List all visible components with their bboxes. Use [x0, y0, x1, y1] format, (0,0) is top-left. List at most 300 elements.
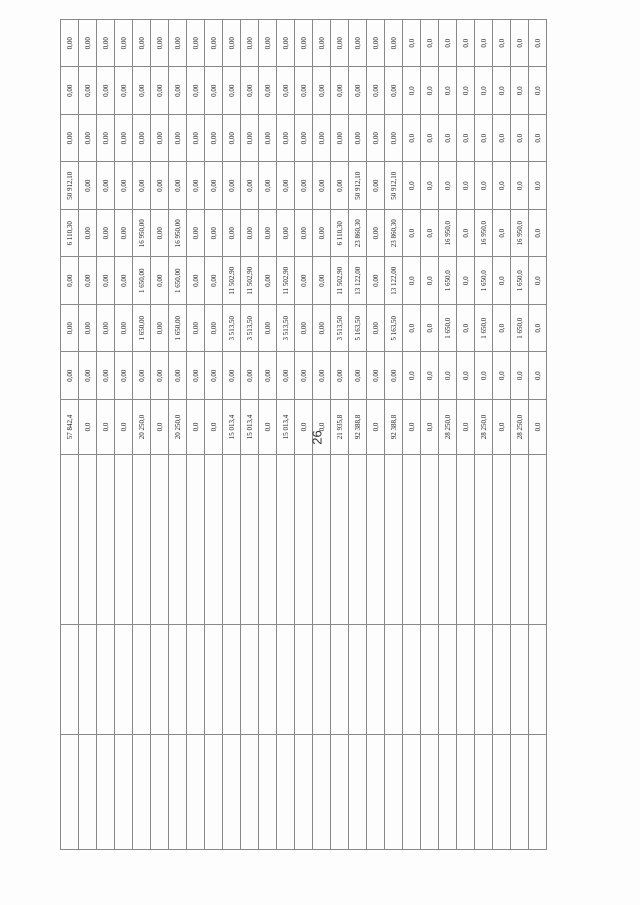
value-cell: 0,00 — [295, 162, 313, 210]
value-cell: 0,00 — [277, 210, 295, 258]
value-cell: 0,00 — [277, 20, 295, 68]
value-cell: 0,00 — [97, 115, 115, 163]
value-cell: 0,00 — [79, 115, 97, 163]
value-cell: 0,0 — [529, 162, 547, 210]
value-cell: 0,00 — [241, 352, 259, 400]
value-cell: 0,00 — [385, 20, 403, 68]
value-cell: 0,00 — [169, 162, 187, 210]
table-row — [115, 20, 133, 850]
value-cell: 0,00 — [115, 210, 133, 258]
value-cell: 0,00 — [151, 257, 169, 305]
row-label-c2 — [457, 455, 475, 625]
row-label-c0 — [169, 735, 187, 850]
row-label-c1 — [511, 625, 529, 735]
value-cell: 0,00 — [295, 352, 313, 400]
row-label-c1 — [457, 625, 475, 735]
row-label-c0 — [439, 735, 457, 850]
value-cell: 0,0 — [403, 400, 421, 455]
row-label-c0 — [259, 735, 277, 850]
value-cell: 57 842,4 — [61, 400, 79, 455]
value-cell: 0,0 — [529, 305, 547, 353]
value-cell: 0,0 — [511, 67, 529, 115]
table-row — [259, 20, 277, 850]
value-cell: 0,00 — [295, 67, 313, 115]
value-cell: 1 650,0 — [439, 257, 457, 305]
value-cell: 1 650,0 — [475, 305, 493, 353]
value-cell: 11 502,90 — [223, 257, 241, 305]
table-row — [61, 20, 79, 850]
value-cell: 0,0 — [475, 352, 493, 400]
row-label-c1 — [151, 625, 169, 735]
value-cell: 0,0 — [313, 400, 331, 455]
value-cell: 0,00 — [97, 20, 115, 68]
value-cell: 0,00 — [385, 67, 403, 115]
value-cell: 0,00 — [61, 20, 79, 68]
value-cell: 0,00 — [115, 352, 133, 400]
value-cell: 3 513,50 — [223, 305, 241, 353]
table-body — [61, 20, 547, 850]
value-cell: 0,0 — [403, 67, 421, 115]
value-cell: 0,00 — [313, 305, 331, 353]
table-row — [169, 20, 187, 850]
row-label-c1 — [115, 625, 133, 735]
value-cell: 0,00 — [133, 20, 151, 68]
budget-table — [60, 19, 547, 850]
value-cell: 0,0 — [439, 115, 457, 163]
value-cell: 50 912,10 — [61, 162, 79, 210]
row-label-c2 — [151, 455, 169, 625]
value-cell: 0,00 — [331, 162, 349, 210]
row-label-c2 — [79, 455, 97, 625]
row-label-c0 — [385, 735, 403, 850]
value-cell: 0,00 — [187, 210, 205, 258]
value-cell: 0,00 — [259, 115, 277, 163]
row-label-c2 — [133, 455, 151, 625]
row-label-c0 — [133, 735, 151, 850]
value-cell: 0,0 — [421, 115, 439, 163]
row-label-c0 — [331, 735, 349, 850]
value-cell: 0,00 — [79, 257, 97, 305]
value-cell: 0,00 — [187, 162, 205, 210]
value-cell: 0,00 — [295, 210, 313, 258]
value-cell: 0,00 — [169, 352, 187, 400]
row-label-c0 — [403, 735, 421, 850]
table-row — [79, 20, 97, 850]
value-cell: 0,00 — [151, 305, 169, 353]
value-cell: 0,00 — [241, 115, 259, 163]
table-row — [223, 20, 241, 850]
value-cell: 1 650,00 — [133, 257, 151, 305]
value-cell: 0,00 — [187, 352, 205, 400]
value-cell: 1 650,0 — [475, 257, 493, 305]
row-label-c0 — [61, 735, 79, 850]
value-cell: 0,00 — [385, 115, 403, 163]
value-cell: 0,00 — [205, 20, 223, 68]
value-cell: 0,00 — [97, 305, 115, 353]
row-label-c1 — [241, 625, 259, 735]
row-label-c1 — [331, 625, 349, 735]
value-cell: 0,00 — [115, 20, 133, 68]
row-label-c0 — [97, 735, 115, 850]
row-label-c0 — [529, 735, 547, 850]
value-cell: 0,0 — [475, 20, 493, 68]
value-cell: 0,00 — [133, 67, 151, 115]
value-cell: 0,00 — [169, 20, 187, 68]
value-cell: 0,0 — [457, 400, 475, 455]
value-cell: 0,00 — [205, 162, 223, 210]
row-label-c1 — [403, 625, 421, 735]
table-row — [187, 20, 205, 850]
value-cell: 0,00 — [115, 305, 133, 353]
value-cell: 0,00 — [79, 67, 97, 115]
value-cell: 5 163,50 — [349, 305, 367, 353]
value-cell: 0,0 — [457, 67, 475, 115]
value-cell: 0,0 — [421, 67, 439, 115]
value-cell: 0,0 — [403, 257, 421, 305]
value-cell: 0,00 — [277, 115, 295, 163]
value-cell: 0,00 — [97, 67, 115, 115]
value-cell: 0,00 — [331, 352, 349, 400]
value-cell: 0,00 — [367, 352, 385, 400]
value-cell: 0,0 — [457, 305, 475, 353]
value-cell: 0,0 — [493, 67, 511, 115]
row-label-c2 — [493, 455, 511, 625]
row-label-c2 — [439, 455, 457, 625]
table-row — [457, 20, 475, 850]
value-cell: 0,00 — [331, 20, 349, 68]
value-cell: 0,0 — [421, 400, 439, 455]
value-cell: 0,00 — [367, 67, 385, 115]
value-cell: 0,00 — [151, 67, 169, 115]
value-cell: 50 912,10 — [349, 162, 367, 210]
value-cell: 0,0 — [421, 305, 439, 353]
value-cell: 0,00 — [205, 352, 223, 400]
row-label-c2 — [385, 455, 403, 625]
row-label-c1 — [295, 625, 313, 735]
value-cell: 0,00 — [241, 162, 259, 210]
row-label-c0 — [277, 735, 295, 850]
page-number: 26 — [309, 430, 325, 445]
row-label-c2 — [403, 455, 421, 625]
value-cell: 0,0 — [403, 352, 421, 400]
row-label-c0 — [457, 735, 475, 850]
value-cell: 13 122,00 — [385, 257, 403, 305]
value-cell: 0,00 — [277, 67, 295, 115]
value-cell: 28 250,0 — [511, 400, 529, 455]
value-cell: 0,0 — [529, 20, 547, 68]
row-label-c1 — [79, 625, 97, 735]
value-cell: 0,00 — [259, 210, 277, 258]
value-cell: 0,0 — [475, 67, 493, 115]
value-cell: 0,00 — [259, 67, 277, 115]
value-cell: 0,00 — [79, 20, 97, 68]
value-cell: 0,00 — [295, 115, 313, 163]
value-cell: 6 110,30 — [331, 210, 349, 258]
value-cell: 0,00 — [115, 257, 133, 305]
value-cell: 0,0 — [403, 162, 421, 210]
value-cell: 0,0 — [367, 400, 385, 455]
table-row — [529, 20, 547, 850]
row-label-c0 — [313, 735, 331, 850]
value-cell: 92 388,8 — [385, 400, 403, 455]
value-cell: 21 935,8 — [331, 400, 349, 455]
value-cell: 0,00 — [313, 210, 331, 258]
value-cell: 0,0 — [511, 352, 529, 400]
value-cell: 0,0 — [115, 400, 133, 455]
row-label-c1 — [187, 625, 205, 735]
value-cell: 0,00 — [223, 20, 241, 68]
row-label-c0 — [241, 735, 259, 850]
value-cell: 0,00 — [223, 210, 241, 258]
value-cell: 0,0 — [529, 257, 547, 305]
row-label-c2 — [475, 455, 493, 625]
value-cell: 0,0 — [421, 162, 439, 210]
value-cell: 0,00 — [151, 210, 169, 258]
value-cell: 0,00 — [97, 210, 115, 258]
value-cell: 20 250,0 — [169, 400, 187, 455]
table-row — [97, 20, 115, 850]
row-label-c1 — [97, 625, 115, 735]
value-cell: 16 950,00 — [169, 210, 187, 258]
value-cell: 11 502,90 — [331, 257, 349, 305]
row-label-c1 — [133, 625, 151, 735]
row-label-c1 — [367, 625, 385, 735]
row-label-c1 — [61, 625, 79, 735]
row-label-c2 — [97, 455, 115, 625]
value-cell: 0,0 — [493, 210, 511, 258]
value-cell: 0,0 — [475, 115, 493, 163]
value-cell: 92 388,8 — [349, 400, 367, 455]
row-label-c1 — [385, 625, 403, 735]
value-cell: 0,00 — [205, 210, 223, 258]
row-label-c0 — [295, 735, 313, 850]
value-cell: 0,0 — [457, 352, 475, 400]
value-cell: 0,0 — [259, 400, 277, 455]
value-cell: 0,0 — [511, 115, 529, 163]
value-cell: 0,00 — [115, 162, 133, 210]
row-label-c1 — [277, 625, 295, 735]
row-label-c1 — [223, 625, 241, 735]
row-label-c1 — [313, 625, 331, 735]
value-cell: 20 250,0 — [133, 400, 151, 455]
value-cell: 0,00 — [313, 162, 331, 210]
value-cell: 0,00 — [349, 67, 367, 115]
row-label-c0 — [115, 735, 133, 850]
value-cell: 0,00 — [169, 67, 187, 115]
value-cell: 0,00 — [241, 210, 259, 258]
value-cell: 0,00 — [151, 20, 169, 68]
value-cell: 0,00 — [367, 20, 385, 68]
value-cell: 0,0 — [511, 162, 529, 210]
value-cell: 0,00 — [151, 115, 169, 163]
value-cell: 0,00 — [97, 257, 115, 305]
value-cell: 0,00 — [223, 352, 241, 400]
value-cell: 11 502,90 — [277, 257, 295, 305]
value-cell: 3 513,50 — [277, 305, 295, 353]
value-cell: 0,0 — [97, 400, 115, 455]
value-cell: 0,00 — [115, 115, 133, 163]
row-label-c1 — [421, 625, 439, 735]
value-cell: 0,00 — [79, 162, 97, 210]
value-cell: 0,00 — [133, 115, 151, 163]
value-cell: 0,0 — [457, 162, 475, 210]
table-row — [367, 20, 385, 850]
value-cell: 0,00 — [313, 257, 331, 305]
value-cell: 0,0 — [403, 115, 421, 163]
value-cell: 0,00 — [187, 305, 205, 353]
value-cell: 0,0 — [529, 352, 547, 400]
row-label-c2 — [277, 455, 295, 625]
value-cell: 0,00 — [367, 210, 385, 258]
value-cell: 0,0 — [439, 67, 457, 115]
table-row — [475, 20, 493, 850]
value-cell: 0,00 — [61, 352, 79, 400]
row-label-c0 — [511, 735, 529, 850]
value-cell: 0,00 — [259, 162, 277, 210]
value-cell: 0,00 — [205, 305, 223, 353]
value-cell: 0,00 — [79, 352, 97, 400]
value-cell: 0,00 — [205, 115, 223, 163]
row-label-c0 — [223, 735, 241, 850]
table-row — [277, 20, 295, 850]
value-cell: 16 950,0 — [475, 210, 493, 258]
table-row — [133, 20, 151, 850]
row-label-c1 — [439, 625, 457, 735]
value-cell: 0,0 — [151, 400, 169, 455]
row-label-c0 — [493, 735, 511, 850]
value-cell: 0,0 — [403, 305, 421, 353]
row-label-c2 — [511, 455, 529, 625]
value-cell: 0,00 — [313, 67, 331, 115]
table-row — [385, 20, 403, 850]
value-cell: 0,00 — [223, 162, 241, 210]
row-label-c2 — [367, 455, 385, 625]
value-cell: 0,0 — [421, 20, 439, 68]
table-row — [151, 20, 169, 850]
row-label-c2 — [61, 455, 79, 625]
row-label-c1 — [259, 625, 277, 735]
value-cell: 0,0 — [529, 400, 547, 455]
row-label-c2 — [169, 455, 187, 625]
row-label-c0 — [367, 735, 385, 850]
row-label-c2 — [187, 455, 205, 625]
value-cell: 0,0 — [187, 400, 205, 455]
value-cell: 0,00 — [61, 257, 79, 305]
value-cell: 28 250,0 — [475, 400, 493, 455]
value-cell: 0,0 — [493, 20, 511, 68]
value-cell: 0,00 — [259, 20, 277, 68]
row-label-c1 — [169, 625, 187, 735]
value-cell: 0,00 — [313, 115, 331, 163]
row-label-c2 — [349, 455, 367, 625]
value-cell: 0,00 — [367, 305, 385, 353]
value-cell: 0,00 — [115, 67, 133, 115]
row-label-c1 — [475, 625, 493, 735]
row-label-c0 — [421, 735, 439, 850]
table-row — [241, 20, 259, 850]
value-cell: 0,00 — [79, 305, 97, 353]
table-row — [493, 20, 511, 850]
value-cell: 0,00 — [61, 305, 79, 353]
value-cell: 0,00 — [349, 20, 367, 68]
value-cell: 0,00 — [313, 352, 331, 400]
value-cell: 3 513,50 — [331, 305, 349, 353]
row-label-c1 — [529, 625, 547, 735]
value-cell: 0,00 — [187, 257, 205, 305]
value-cell: 0,00 — [331, 115, 349, 163]
table-row — [511, 20, 529, 850]
row-label-c2 — [331, 455, 349, 625]
row-label-c0 — [205, 735, 223, 850]
value-cell: 0,00 — [97, 352, 115, 400]
value-cell: 0,0 — [493, 400, 511, 455]
value-cell: 0,0 — [439, 20, 457, 68]
row-label-c1 — [349, 625, 367, 735]
value-cell: 0,0 — [529, 210, 547, 258]
value-cell: 0,00 — [331, 67, 349, 115]
value-cell: 0,0 — [529, 67, 547, 115]
value-cell: 0,0 — [403, 20, 421, 68]
value-cell: 16 950,0 — [439, 210, 457, 258]
row-label-c0 — [187, 735, 205, 850]
value-cell: 0,00 — [151, 352, 169, 400]
value-cell: 0,00 — [97, 162, 115, 210]
value-cell: 0,00 — [169, 115, 187, 163]
value-cell: 0,00 — [259, 352, 277, 400]
row-label-c2 — [223, 455, 241, 625]
value-cell: 0,00 — [187, 67, 205, 115]
value-cell: 28 250,0 — [439, 400, 457, 455]
table-row — [349, 20, 367, 850]
value-cell: 0,00 — [133, 162, 151, 210]
value-cell: 0,00 — [259, 257, 277, 305]
table-row — [403, 20, 421, 850]
value-cell: 11 502,90 — [241, 257, 259, 305]
value-cell: 0,00 — [79, 210, 97, 258]
value-cell: 15 013,4 — [277, 400, 295, 455]
value-cell: 15 013,4 — [241, 400, 259, 455]
value-cell: 0,00 — [367, 257, 385, 305]
value-cell: 0,0 — [529, 115, 547, 163]
value-cell: 0,0 — [493, 352, 511, 400]
value-cell: 0,0 — [295, 400, 313, 455]
value-cell: 23 860,30 — [349, 210, 367, 258]
value-cell: 0,0 — [79, 400, 97, 455]
value-cell: 0,00 — [205, 67, 223, 115]
value-cell: 0,00 — [277, 352, 295, 400]
row-label-c1 — [493, 625, 511, 735]
value-cell: 0,0 — [493, 162, 511, 210]
value-cell: 1 650,00 — [169, 305, 187, 353]
row-label-c2 — [529, 455, 547, 625]
value-cell: 0,00 — [295, 257, 313, 305]
value-cell: 0,0 — [475, 162, 493, 210]
value-cell: 16 950,0 — [511, 210, 529, 258]
value-cell: 0,00 — [223, 67, 241, 115]
value-cell: 1 650,00 — [169, 257, 187, 305]
value-cell: 0,00 — [349, 115, 367, 163]
value-cell: 0,00 — [367, 162, 385, 210]
row-label-c1 — [205, 625, 223, 735]
row-label-c2 — [421, 455, 439, 625]
table-row — [205, 20, 223, 850]
value-cell: 0,00 — [187, 20, 205, 68]
value-cell: 0,0 — [511, 20, 529, 68]
value-cell: 6 110,30 — [61, 210, 79, 258]
value-cell: 0,0 — [421, 352, 439, 400]
value-cell: 13 122,00 — [349, 257, 367, 305]
table-row — [331, 20, 349, 850]
